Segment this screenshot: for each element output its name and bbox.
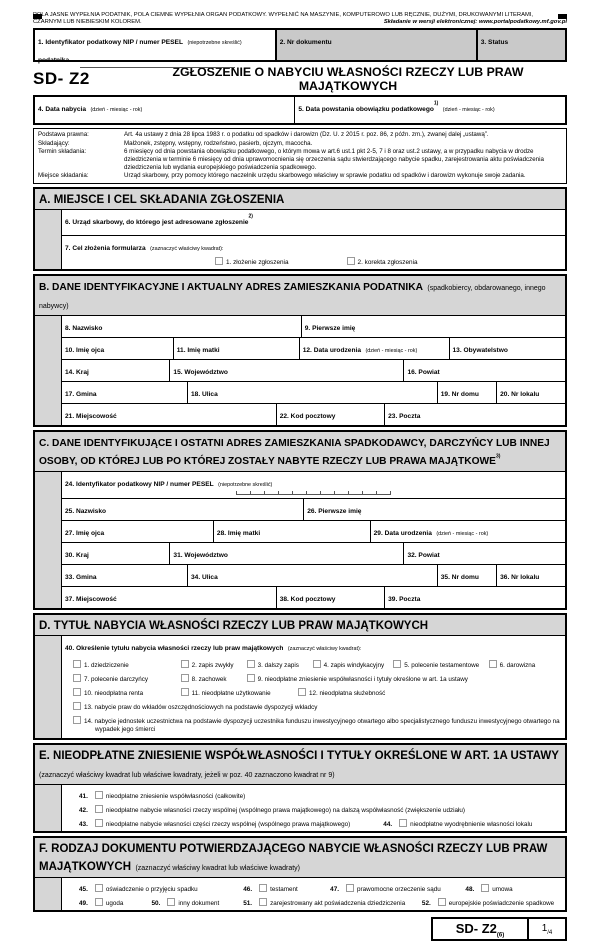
section-title: A. MIEJSCE I CEL SKŁADANIA ZGŁOSZENIA [39,193,285,206]
checkbox-icon[interactable] [438,898,446,906]
option-label: oświadczenie o przyjęciu spadku [105,885,198,893]
checkbox-icon[interactable] [73,674,81,682]
option-number: 49. [79,899,88,907]
checkbox-icon[interactable] [73,688,81,696]
option-label: inny dokument [178,899,220,907]
checkbox-icon[interactable] [73,716,81,724]
nip-pesel-comb-cells[interactable] [236,491,391,495]
option-label: testament [270,885,298,893]
field-34-ulica[interactable] [188,565,438,586]
option-label: 14. nabycie jednostek uczestnictwa na podstawie dyspozycji uczestnika funduszu inwestycyjnego otwartego albo specjalistycznego funduszu inwestycyjnego otwartego na wypadek jego śmierci [84,717,560,734]
field-23-poczta[interactable] [385,404,565,425]
section-e [33,743,567,833]
page-footer [431,917,567,941]
checkbox-icon[interactable] [346,884,354,892]
field-label: 34. Ulica [191,573,218,581]
field-16-powiat[interactable] [404,360,565,381]
option-51[interactable] [243,898,422,907]
option-label: zarejestrowany akt poświadczenia dziedziczenia [270,899,406,907]
option-46[interactable] [243,884,330,893]
field-label: 6. Urząd skarbowy, do którego jest adresowane zgłoszenie [65,218,249,226]
field-note: (niepotrzebne skreślić) [187,40,242,47]
option-label: 10. nieodpłatna renta [84,689,144,697]
checkbox-icon[interactable] [95,884,103,892]
section-margin-strip [35,316,62,425]
checkbox-icon[interactable] [298,688,306,696]
field-28-imie-matki[interactable] [214,521,371,542]
field-label: 32. Powiat [407,551,440,559]
option-label: 11. nieodpłatne użytkowanie [191,689,271,697]
footnote-ref-2: 2) [248,213,253,220]
instructions-line1: POLA JASNE WYPEŁNIA PODATNIK, POLA CIEMNE WYPEŁNIA ORGAN PODATKOWY. WYPEŁNIĆ NA MASZYNIE, KOMPUTEROWO LUB RĘCZNIE, DUŻYMI, DRUKOWANYMI LITERAMI, [33,12,534,18]
footer-pages-total: /4 [547,929,553,936]
option-label: nieodpłatne zniesienie współwłasności (całkowite) [105,792,246,800]
option-label: 9. nieodpłatne zniesienie współwłasności i tytuły określone w art. 1a ustawy [257,675,468,683]
field-30-kraj[interactable] [62,543,170,564]
footer-form-code [433,919,527,939]
field-12-data-urodzenia[interactable] [300,338,450,359]
section-e-header [35,745,565,785]
option-label: nieodpłatne nabycie własności części rzeczy wspólnej (wspólnego prawa majątkowego) [105,820,351,828]
footer-code-text: SD- Z2 [455,920,497,936]
instructions-line2: CZARNYM LUB NIEBIESKIM KOLOREM. [33,19,142,26]
section-title: E. NIEODPŁATNE ZNIESIENIE WSPÓŁWŁASNOŚCI I TYTUŁY OKREŚLONE W ART. 1A USTAWY [39,749,559,762]
field-11-imie-matki[interactable] [174,338,300,359]
option-47[interactable] [330,884,465,893]
section-f-header [35,838,565,878]
field-13-obywatelstwo[interactable] [450,338,565,359]
field-31-wojewodztwo[interactable] [170,543,404,564]
field-27-imie-ojca[interactable] [62,521,214,542]
urzad-skarbowy-field[interactable] [62,210,565,236]
checkbox-icon[interactable] [73,702,81,710]
option-45[interactable] [79,884,243,893]
field-33-gmina[interactable] [62,565,188,586]
field-24-nip-pesel[interactable] [62,472,565,499]
field-note: (dzień - miesiąc - rok) [90,107,143,114]
field-37-miejscowosc[interactable] [62,587,277,608]
field-note: (dzień - miesiąc - rok) [442,107,495,114]
section-margin-strip [35,878,62,910]
field-label: 38. Kod pocztowy [279,595,336,603]
field-note: (zaznaczyć właściwy kwadrat): [287,645,362,652]
nr-dokumentu-field [275,30,476,60]
checkbox-icon[interactable] [259,898,267,906]
nip-pesel-comb-cells[interactable] [80,67,272,68]
legal-label: Miejsce składania: [38,172,89,180]
field-35-nr-domu[interactable] [438,565,497,586]
field-label: 16. Powiat [407,368,440,376]
checkbox-icon[interactable] [393,660,401,668]
section-d-header [35,615,565,636]
field-15-wojewodztwo[interactable] [170,360,404,381]
option-zapis-zwykly[interactable] [181,660,247,669]
option-polecenie-testamentowe[interactable] [393,660,488,669]
option-label: 1. dziedziczenie [84,661,129,669]
option-nieodplatne-uzytkowanie[interactable] [181,688,298,697]
section-b [33,274,567,427]
field-label: 10. Imię ojca [65,346,105,354]
data-nabycia-field[interactable] [35,97,294,123]
option-number: 41. [79,792,88,800]
legal-label: Termin składania: [38,147,87,155]
option-number: 43. [79,820,88,828]
field-label: 36. Nr lokalu [500,573,540,581]
option-darowizna[interactable] [489,660,536,669]
legal-info-box [33,128,567,183]
footer-page-number [527,919,565,939]
field-label: 2. Nr dokumentu [279,39,332,47]
option-number: 47. [330,885,340,893]
field-label: 33. Gmina [65,573,97,581]
option-dalszy-zapis[interactable] [247,660,313,669]
option-label: nieodpłatne wyodrębnienie własności lokalu [410,820,533,828]
option-number: 44. [383,820,393,828]
field-10-imie-ojca[interactable] [62,338,174,359]
legal-label: Podstawa prawna: [38,131,89,139]
header-fields-row [33,28,567,65]
field-label: 9. Pierwsze imię [304,324,356,332]
field-note: (zaznaczyć właściwy kwadrat): [150,245,224,252]
option-44[interactable] [383,819,532,828]
field-32-powiat[interactable] [404,543,565,564]
option-number: 42. [79,806,88,814]
legal-text: Art. 4a ustawy z dnia 28 lipca 1983 r. o podatku od spadków i darowizn (Dz. U. z 2015 r. poz. 86, z późn. zm.), zwanej dalej „ustawą”. [124,131,489,139]
field-label: 4. Data nabycia [38,106,87,114]
checkbox-icon[interactable] [73,660,81,668]
field-label: 19. Nr domu [440,390,479,398]
section-title: C. DANE IDENTYFIKUJĄCE I OSTATNI ADRES ZAMIESZKANIA SPADKODAWCY, DARCZYŃCY LUB INNEJ OSOBY, OD KTÓREJ LUB PO KTÓREJ ZOSTAŁY NABYTE RZECZY LUB PRAWA MAJĄTKOWE [39,437,550,468]
option-zlozenie-zgloszenia[interactable] [215,257,289,266]
section-title: F. RODZAJ DOKUMENTU POTWIERDZAJĄCEGO NABYCIE WŁASNOŚCI RZECZY LUB PRAW MAJĄTKOWYCH [39,842,548,874]
field-label: 14. Kraj [65,368,89,376]
section-note: (zaznaczyć właściwy kwadrat lub właściwe kwadraty) [135,865,301,873]
option-label: 13. nabycie praw do wkładów oszczędnościowych na podstawie dyspozycji wkładcy [84,703,318,711]
field-label: 27. Imię ojca [65,529,105,537]
field-label: 20. Nr lokalu [500,390,540,398]
field-note: (dzień - miesiąc - rok) [365,347,418,354]
checkbox-icon[interactable] [313,660,321,668]
option-label: 2. zapis zwykły [191,661,234,669]
section-a [33,187,567,271]
section-b-header [35,276,565,316]
field-label: 12. Data urodzenia [302,346,361,354]
option-label: nieodpłatne nabycie własności rzeczy wspólnej (wspólnego prawa majątkowego) na dalszą współwłasność (zwiększenie udziału) [105,806,465,814]
field-label: 21. Miejscowość [65,412,117,420]
legal-text: Małżonek, zstępny, wstępny, rodzeństwo, pasierb, ojczym, macocha. [124,139,313,147]
status-field [476,30,565,60]
section-title: D. TYTUŁ NABYCIA WŁASNOŚCI RZECZY LUB PRAW MAJĄTKOWYCH [39,619,429,632]
checkbox-icon[interactable] [247,674,255,682]
option-48[interactable] [465,884,512,893]
section-note: (zaznaczyć właściwy kwadrat lub właściwe kwadraty, jeżeli w poz. 40 zaznaczono kwadrat nr 9) [39,772,335,780]
checkbox-icon[interactable] [181,660,189,668]
field-label: 23. Poczta [388,412,421,420]
section-title: B. DANE IDENTYFIKACYJNE I AKTUALNY ADRES ZAMIESZKANIA PODATNIKA [39,281,423,293]
option-nieodplatna-renta[interactable] [73,688,181,697]
footnote-ref-1: 1) [433,101,439,108]
field-9-pierwsze-imie[interactable] [302,316,565,337]
field-19-nr-domu[interactable] [438,382,497,403]
legal-text: 6 miesięcy od dnia powstania obowiązku podatkowego, o którym mowa w art.6 ust.1 pkt 2-5, 7 i 8 oraz ust.2 ustawy, a w przypadku nabycia w drodze dziedziczenia w terminie 6 miesięcy od dnia uprawomocnienia się orzeczenia sądu stwierdzającego nabycie spadku, zarejestrowania aktu poświadczenia dziedziczenia lub wydania europejskiego poświadczenia spadkowego. [124,147,544,172]
checkbox-icon[interactable] [481,884,489,892]
checkbox-icon[interactable] [399,819,407,827]
checkbox-icon[interactable] [215,257,223,265]
field-label: 15. Województwo [173,368,228,376]
section-f [33,836,567,912]
field-label: 24. Identyfikator podatkowy NIP / numer PESEL [65,480,214,488]
field-22-kod-pocztowy[interactable] [277,404,385,425]
legal-text: Urząd skarbowy, przy pomocy którego naczelnik urzędu skarbowego właściwy w sprawie podatku od spadków i darowizn wykonuje swoje zadania. [124,172,526,180]
option-label: 2. korekta zgłoszenia [357,258,418,266]
checkbox-icon[interactable] [95,819,103,827]
option-50[interactable] [151,898,243,907]
field-label: 22. Kod pocztowy [279,412,336,420]
field-label: 3. Status [480,39,509,47]
field-label: 26. Pierwsze imię [307,507,362,515]
section-d [33,613,567,740]
option-label: 4. zapis windykacyjny [323,661,385,669]
option-43[interactable] [79,819,383,828]
checkbox-icon[interactable] [95,805,103,813]
option-label: prawomocne orzeczenie sądu [357,885,441,893]
option-42[interactable] [79,805,465,814]
option-label: 3. dalszy zapis [257,661,299,669]
option-label: europejskie poświadczenie spadkowe [448,899,555,907]
footer-page: 1 [541,922,548,934]
section-subtitle: (spadkobiercy, obdarowanego, innego nabywcy) [39,284,546,311]
efiling-note: Składanie w wersji elektronicznej: www.portalpodatkowy.mf.gov.pl [383,19,567,26]
field-label: 5. Data powstania obowiązku podatkowego [298,106,434,114]
option-52[interactable] [422,898,554,907]
field-label: 28. Imię matki [216,529,261,537]
legal-label: Składający: [38,139,70,147]
option-label: 5. polecenie testamentowe [404,661,480,669]
section-margin-strip [35,636,62,738]
field-21-miejscowosc[interactable] [62,404,277,425]
field-label: 39. Poczta [388,595,421,603]
option-nabycie-praw-do-wkladow[interactable] [73,702,317,711]
option-label: ugoda [105,899,124,907]
field-39-poczta[interactable] [385,587,565,608]
field-label: 18. Ulica [191,390,218,398]
option-label: umowa [492,885,513,893]
footnote-ref-3: 3) [495,453,501,460]
option-label: 6. darowizna [499,661,536,669]
field-20-nr-lokalu[interactable] [497,382,565,403]
option-number: 46. [243,885,253,893]
option-number: 48. [465,885,475,893]
field-25-nazwisko[interactable] [62,499,304,520]
option-label: 8. zachowek [191,675,227,683]
form-sd-z2 [33,12,567,941]
field-label: 13. Obywatelstwo [452,346,508,354]
field-label: 35. Nr domu [440,573,479,581]
field-label: 7. Cel złożenia formularza [65,244,146,252]
field-label: 29. Data urodzenia [373,529,432,537]
option-label: 12. nieodpłatna służebność [308,689,386,697]
section-c-header [35,432,565,472]
checkbox-icon[interactable] [347,257,355,265]
field-label: 1. Identyfikator podatkowy NIP / numer PESEL [38,39,183,47]
field-label: 40. Określenie tytułu nabycia własności rzeczy lub praw majątkowych [65,644,284,652]
section-margin-strip [35,785,62,831]
field-38-kod-pocztowy[interactable] [277,587,385,608]
field-8-nazwisko[interactable] [62,316,302,337]
option-nieodplatna-sluzebnosc[interactable] [298,688,385,697]
option-number: 45. [79,885,88,893]
field-note: (niepotrzebne skreślić) [218,481,273,488]
cel-zlozenia-field [62,236,565,269]
checkbox-icon[interactable] [489,660,497,668]
checkbox-icon[interactable] [181,688,189,696]
option-number: 50. [151,899,161,907]
option-number: 52. [421,899,431,907]
field-label-suffix: podatnika [38,57,70,65]
option-label: 7. polecenie darczyńcy [84,675,149,683]
form-title: ZGŁOSZENIE O NABYCIU WŁASNOŚCI RZECZY LUB PRAW MAJĄTKOWYCH [172,65,524,94]
field-36-nr-lokalu[interactable] [497,565,565,586]
field-note: (dzień - miesiąc - rok) [436,530,489,537]
section-a-header [35,189,565,210]
field-14-kraj[interactable] [62,360,170,381]
field-18-ulica[interactable] [188,382,438,403]
field-label: 17. Gmina [65,390,97,398]
field-label: 25. Nazwisko [65,507,107,515]
option-number: 51. [243,899,253,907]
checkbox-icon[interactable] [181,674,189,682]
field-label: 37. Miejscowość [65,595,117,603]
field-label: 30. Kraj [65,551,89,559]
field-label: 31. Województwo [173,551,228,559]
option-dziedziczenie[interactable] [73,660,181,669]
section-margin-strip [35,210,62,269]
field-label: 8. Nazwisko [65,324,103,332]
field-17-gmina[interactable] [62,382,188,403]
form-instructions [33,12,567,26]
section-margin-strip [35,472,62,608]
option-nieodplatne-zniesienie[interactable] [247,674,468,683]
checkbox-icon[interactable] [247,660,255,668]
dates-row [33,95,567,125]
field-40-tytul-nabycia [62,636,565,738]
section-c [33,430,567,610]
option-49[interactable] [79,898,151,907]
nip-pesel-field[interactable] [35,30,275,65]
field-26-pierwsze-imie[interactable] [304,499,565,520]
option-nabycie-jednostek-uczestnictwa[interactable] [73,716,562,735]
checkbox-icon[interactable] [95,791,103,799]
checkbox-icon[interactable] [259,884,267,892]
field-label: 11. Imię matki [176,346,220,354]
data-obowiazku-podatkowego-field[interactable] [294,97,565,123]
option-41[interactable] [79,791,245,800]
option-zapis-windykacyjny[interactable] [313,660,394,669]
field-29-data-urodzenia[interactable] [371,521,565,542]
option-korekta-zgloszenia[interactable] [347,257,418,266]
checkbox-icon[interactable] [95,898,103,906]
option-label: 1. złożenie zgłoszenia [226,258,289,266]
option-polecenie-darczyncy[interactable] [73,674,181,683]
form-code: SD- Z2 [33,69,90,89]
option-zachowek[interactable] [181,674,247,683]
footer-version: (6) [496,932,505,939]
checkbox-icon[interactable] [167,898,175,906]
